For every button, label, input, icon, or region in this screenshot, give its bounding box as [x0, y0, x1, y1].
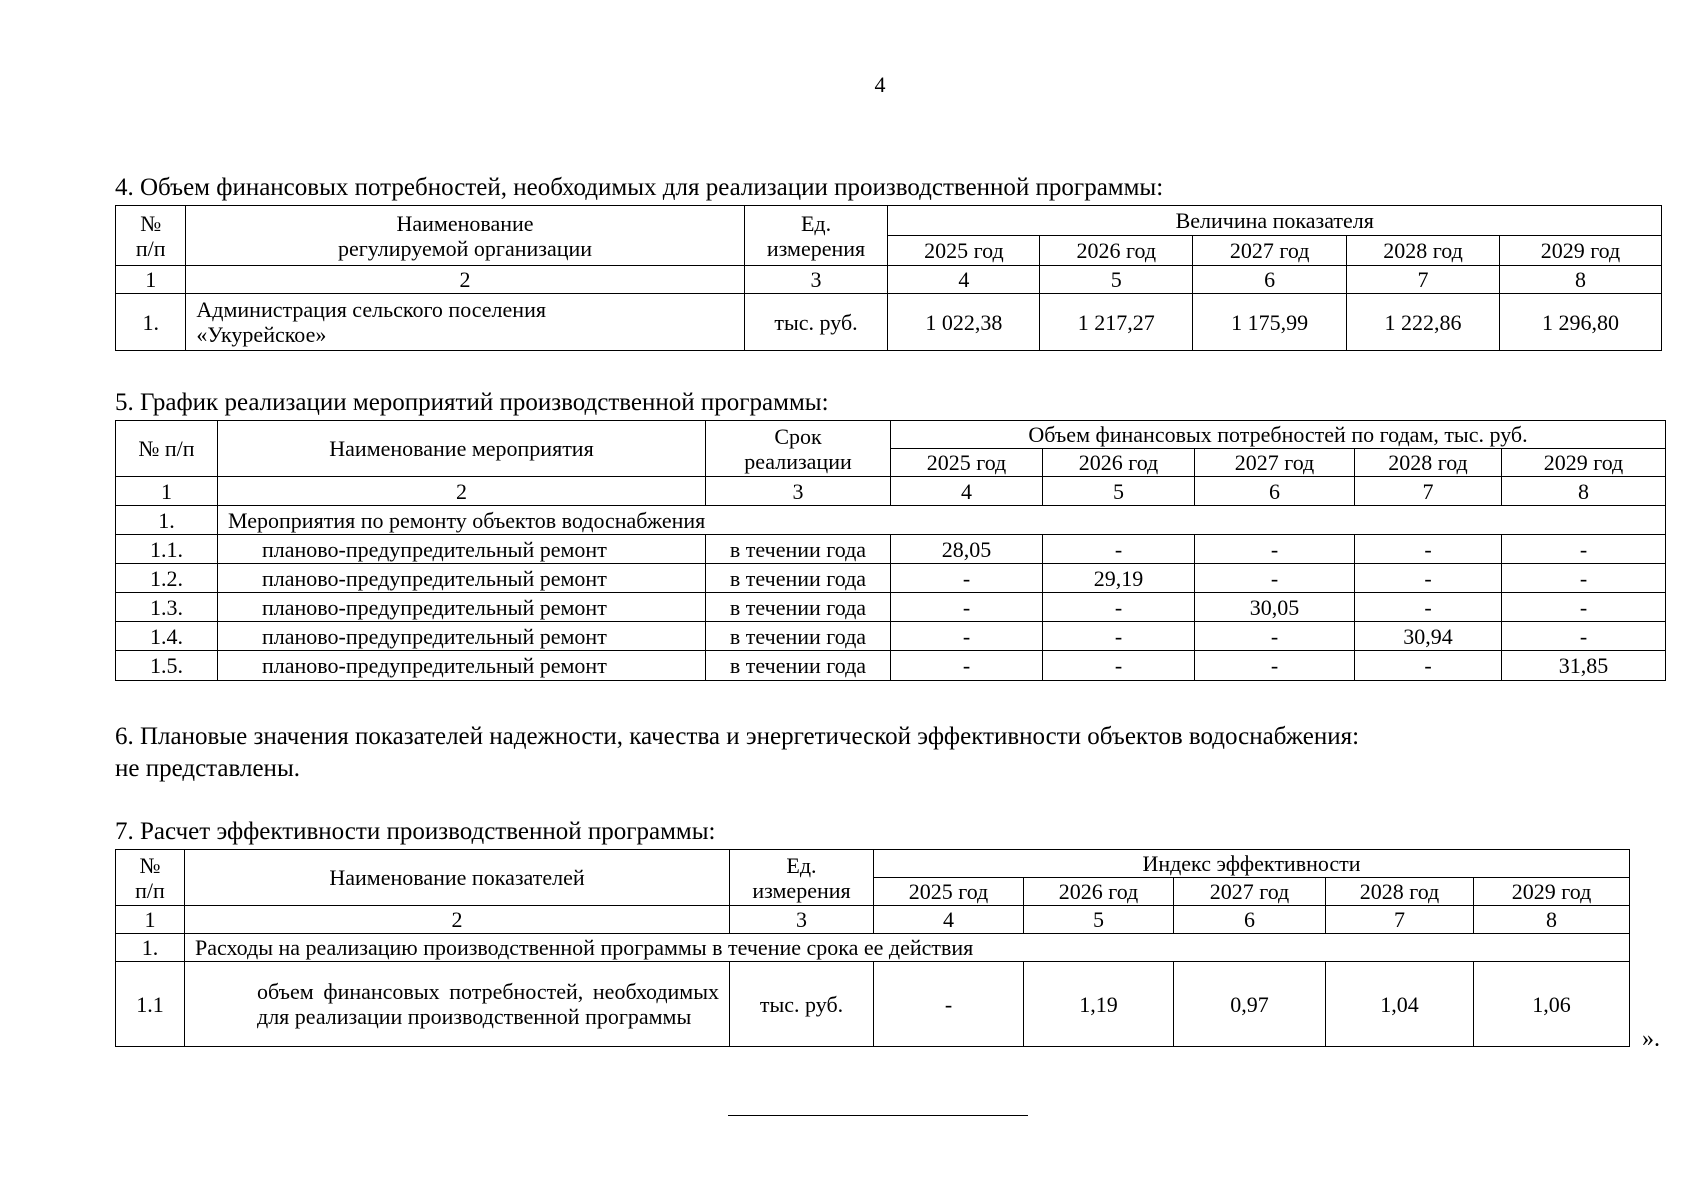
value-cell: 1 022,38 [888, 294, 1040, 351]
value-cell: - [1502, 593, 1666, 622]
value-cell: 1,06 [1474, 962, 1630, 1047]
activity-name: планово-предупредительный ремонт [218, 535, 706, 564]
header-org-name: Наименование регулируемой организации [186, 206, 744, 266]
activity-name: планово-предупредительный ремонт [218, 593, 706, 622]
value-cell: - [1355, 593, 1502, 622]
end-divider-line [728, 1115, 1028, 1116]
table-row [116, 294, 1662, 351]
col-number: 3 [744, 266, 888, 294]
header-num: № п/п [116, 421, 218, 477]
row-num: 1. [116, 934, 185, 962]
term-cell: в течении года [706, 651, 891, 681]
col-number: 2 [185, 906, 730, 934]
row-num: 1. [116, 506, 218, 535]
closing-quote-mark: ». [1642, 1026, 1660, 1052]
col-number: 6 [1195, 477, 1355, 506]
org-name: Администрация сельского поселения «Укурейское» [186, 294, 744, 351]
page-number: 4 [874, 72, 886, 97]
value-cell: 1 217,27 [1040, 294, 1193, 351]
row-num: 1.3. [116, 593, 218, 622]
header-volume: Объем финансовых потребностей по годам, тыс. руб. [891, 421, 1666, 449]
row-num: 1.4. [116, 622, 218, 651]
value-cell: - [1043, 535, 1195, 564]
header-term: Срок реализации [706, 421, 891, 477]
value-cell: - [874, 962, 1024, 1047]
section-6-text [115, 721, 1675, 785]
value-cell: - [1195, 651, 1355, 681]
table-row [116, 535, 1666, 564]
value-cell: - [891, 564, 1043, 593]
header-year: 2028 год [1326, 878, 1474, 906]
section-6-line-1: 6. Плановые значения показателей надежности, качества и энергетической эффективности объектов водоснабжения: [115, 723, 1360, 750]
group-name: Мероприятия по ремонту объектов водоснабжения [218, 506, 1666, 535]
row-num: 1.5. [116, 651, 218, 681]
col-number: 2 [218, 477, 706, 506]
activity-name: планово-предупредительный ремонт [218, 622, 706, 651]
header-unit: Ед. измерения [744, 206, 888, 266]
header-index: Индекс эффективности [874, 850, 1630, 878]
value-cell: - [1043, 622, 1195, 651]
table-row [116, 651, 1666, 681]
row-num: 1.1. [116, 535, 218, 564]
header-year: 2029 год [1502, 449, 1666, 477]
row-num: 1.2. [116, 564, 218, 593]
header-year: 2028 год [1347, 236, 1500, 266]
header-year: 2026 год [1024, 878, 1174, 906]
value-cell: - [1043, 593, 1195, 622]
col-number: 1 [116, 266, 186, 294]
col-number: 5 [1024, 906, 1174, 934]
term-cell: в течении года [706, 622, 891, 651]
col-number: 4 [891, 477, 1043, 506]
activity-name: планово-предупредительный ремонт [218, 564, 706, 593]
col-number: 2 [186, 266, 744, 294]
value-cell: - [1355, 651, 1502, 681]
indicator-name: объем финансовых потребностей, необходимых для реализации производственной программы [185, 962, 730, 1047]
col-number: 4 [888, 266, 1040, 294]
header-num: № п/п [116, 850, 185, 906]
efficiency-table [115, 849, 1630, 1047]
header-year: 2027 год [1193, 236, 1347, 266]
header-year: 2025 год [874, 878, 1024, 906]
value-cell: 1,19 [1024, 962, 1174, 1047]
row-unit: тыс. руб. [730, 962, 874, 1047]
header-year: 2027 год [1174, 878, 1326, 906]
activity-name: планово-предупредительный ремонт [218, 651, 706, 681]
col-number: 3 [706, 477, 891, 506]
value-cell: - [1195, 535, 1355, 564]
row-unit: тыс. руб. [744, 294, 888, 351]
row-num: 1.1 [116, 962, 185, 1047]
header-year: 2026 год [1043, 449, 1195, 477]
header-activity-name: Наименование мероприятия [218, 421, 706, 477]
header-year: 2028 год [1355, 449, 1502, 477]
value-cell: - [891, 622, 1043, 651]
section-6-line-2: не представлены. [115, 755, 300, 782]
financial-needs-table [115, 205, 1662, 351]
section-5-heading: 5. График реализации мероприятий производственной программы: [115, 389, 829, 416]
value-cell: 1 296,80 [1499, 294, 1661, 351]
value-cell: 1 175,99 [1193, 294, 1347, 351]
value-cell: 0,97 [1174, 962, 1326, 1047]
col-number: 5 [1043, 477, 1195, 506]
term-cell: в течении года [706, 564, 891, 593]
term-cell: в течении года [706, 593, 891, 622]
table-row [116, 962, 1630, 1047]
col-number: 7 [1347, 266, 1500, 294]
group-row [116, 934, 1630, 962]
col-number: 5 [1040, 266, 1193, 294]
schedule-table [115, 420, 1666, 681]
column-number-row [116, 266, 1662, 294]
col-number: 8 [1474, 906, 1630, 934]
value-cell: 29,19 [1043, 564, 1195, 593]
value-cell: - [1355, 535, 1502, 564]
column-number-row [116, 906, 1630, 934]
value-cell: 1 222,86 [1347, 294, 1500, 351]
col-number: 3 [730, 906, 874, 934]
col-number: 8 [1502, 477, 1666, 506]
header-unit: Ед. измерения [730, 850, 874, 906]
table-row [116, 593, 1666, 622]
column-number-row [116, 477, 1666, 506]
value-cell: - [891, 593, 1043, 622]
header-year: 2029 год [1474, 878, 1630, 906]
value-cell: - [1502, 564, 1666, 593]
row-num: 1. [116, 294, 186, 351]
col-number: 7 [1326, 906, 1474, 934]
col-number: 8 [1499, 266, 1661, 294]
header-num: № п/п [116, 206, 186, 266]
col-number: 6 [1174, 906, 1326, 934]
value-cell: 30,05 [1195, 593, 1355, 622]
value-cell: - [1502, 622, 1666, 651]
col-number: 1 [116, 477, 218, 506]
col-number: 6 [1193, 266, 1347, 294]
header-indicator-name: Наименование показателей [185, 850, 730, 906]
section-4-heading: 4. Объем финансовых потребностей, необходимых для реализации производственной программы: [115, 174, 1164, 201]
header-year: 2027 год [1195, 449, 1355, 477]
value-cell: - [1043, 651, 1195, 681]
table-row [116, 622, 1666, 651]
header-year: 2026 год [1040, 236, 1193, 266]
term-cell: в течении года [706, 535, 891, 564]
col-number: 4 [874, 906, 1024, 934]
value-cell: 31,85 [1502, 651, 1666, 681]
group-row [116, 506, 1666, 535]
value-cell: 30,94 [1355, 622, 1502, 651]
value-cell: - [1195, 622, 1355, 651]
value-cell: - [1502, 535, 1666, 564]
section-7-heading: 7. Расчет эффективности производственной программы: [115, 818, 716, 845]
col-number: 7 [1355, 477, 1502, 506]
header-year: 2025 год [888, 236, 1040, 266]
value-cell: - [1195, 564, 1355, 593]
value-cell: - [1355, 564, 1502, 593]
col-number: 1 [116, 906, 185, 934]
table-row [116, 564, 1666, 593]
header-year: 2029 год [1499, 236, 1661, 266]
value-cell: - [891, 651, 1043, 681]
value-cell: 1,04 [1326, 962, 1474, 1047]
header-year: 2025 год [891, 449, 1043, 477]
group-name: Расходы на реализацию производственной программы в течение срока ее действия [185, 934, 1630, 962]
value-cell: 28,05 [891, 535, 1043, 564]
header-value: Величина показателя [888, 206, 1662, 236]
